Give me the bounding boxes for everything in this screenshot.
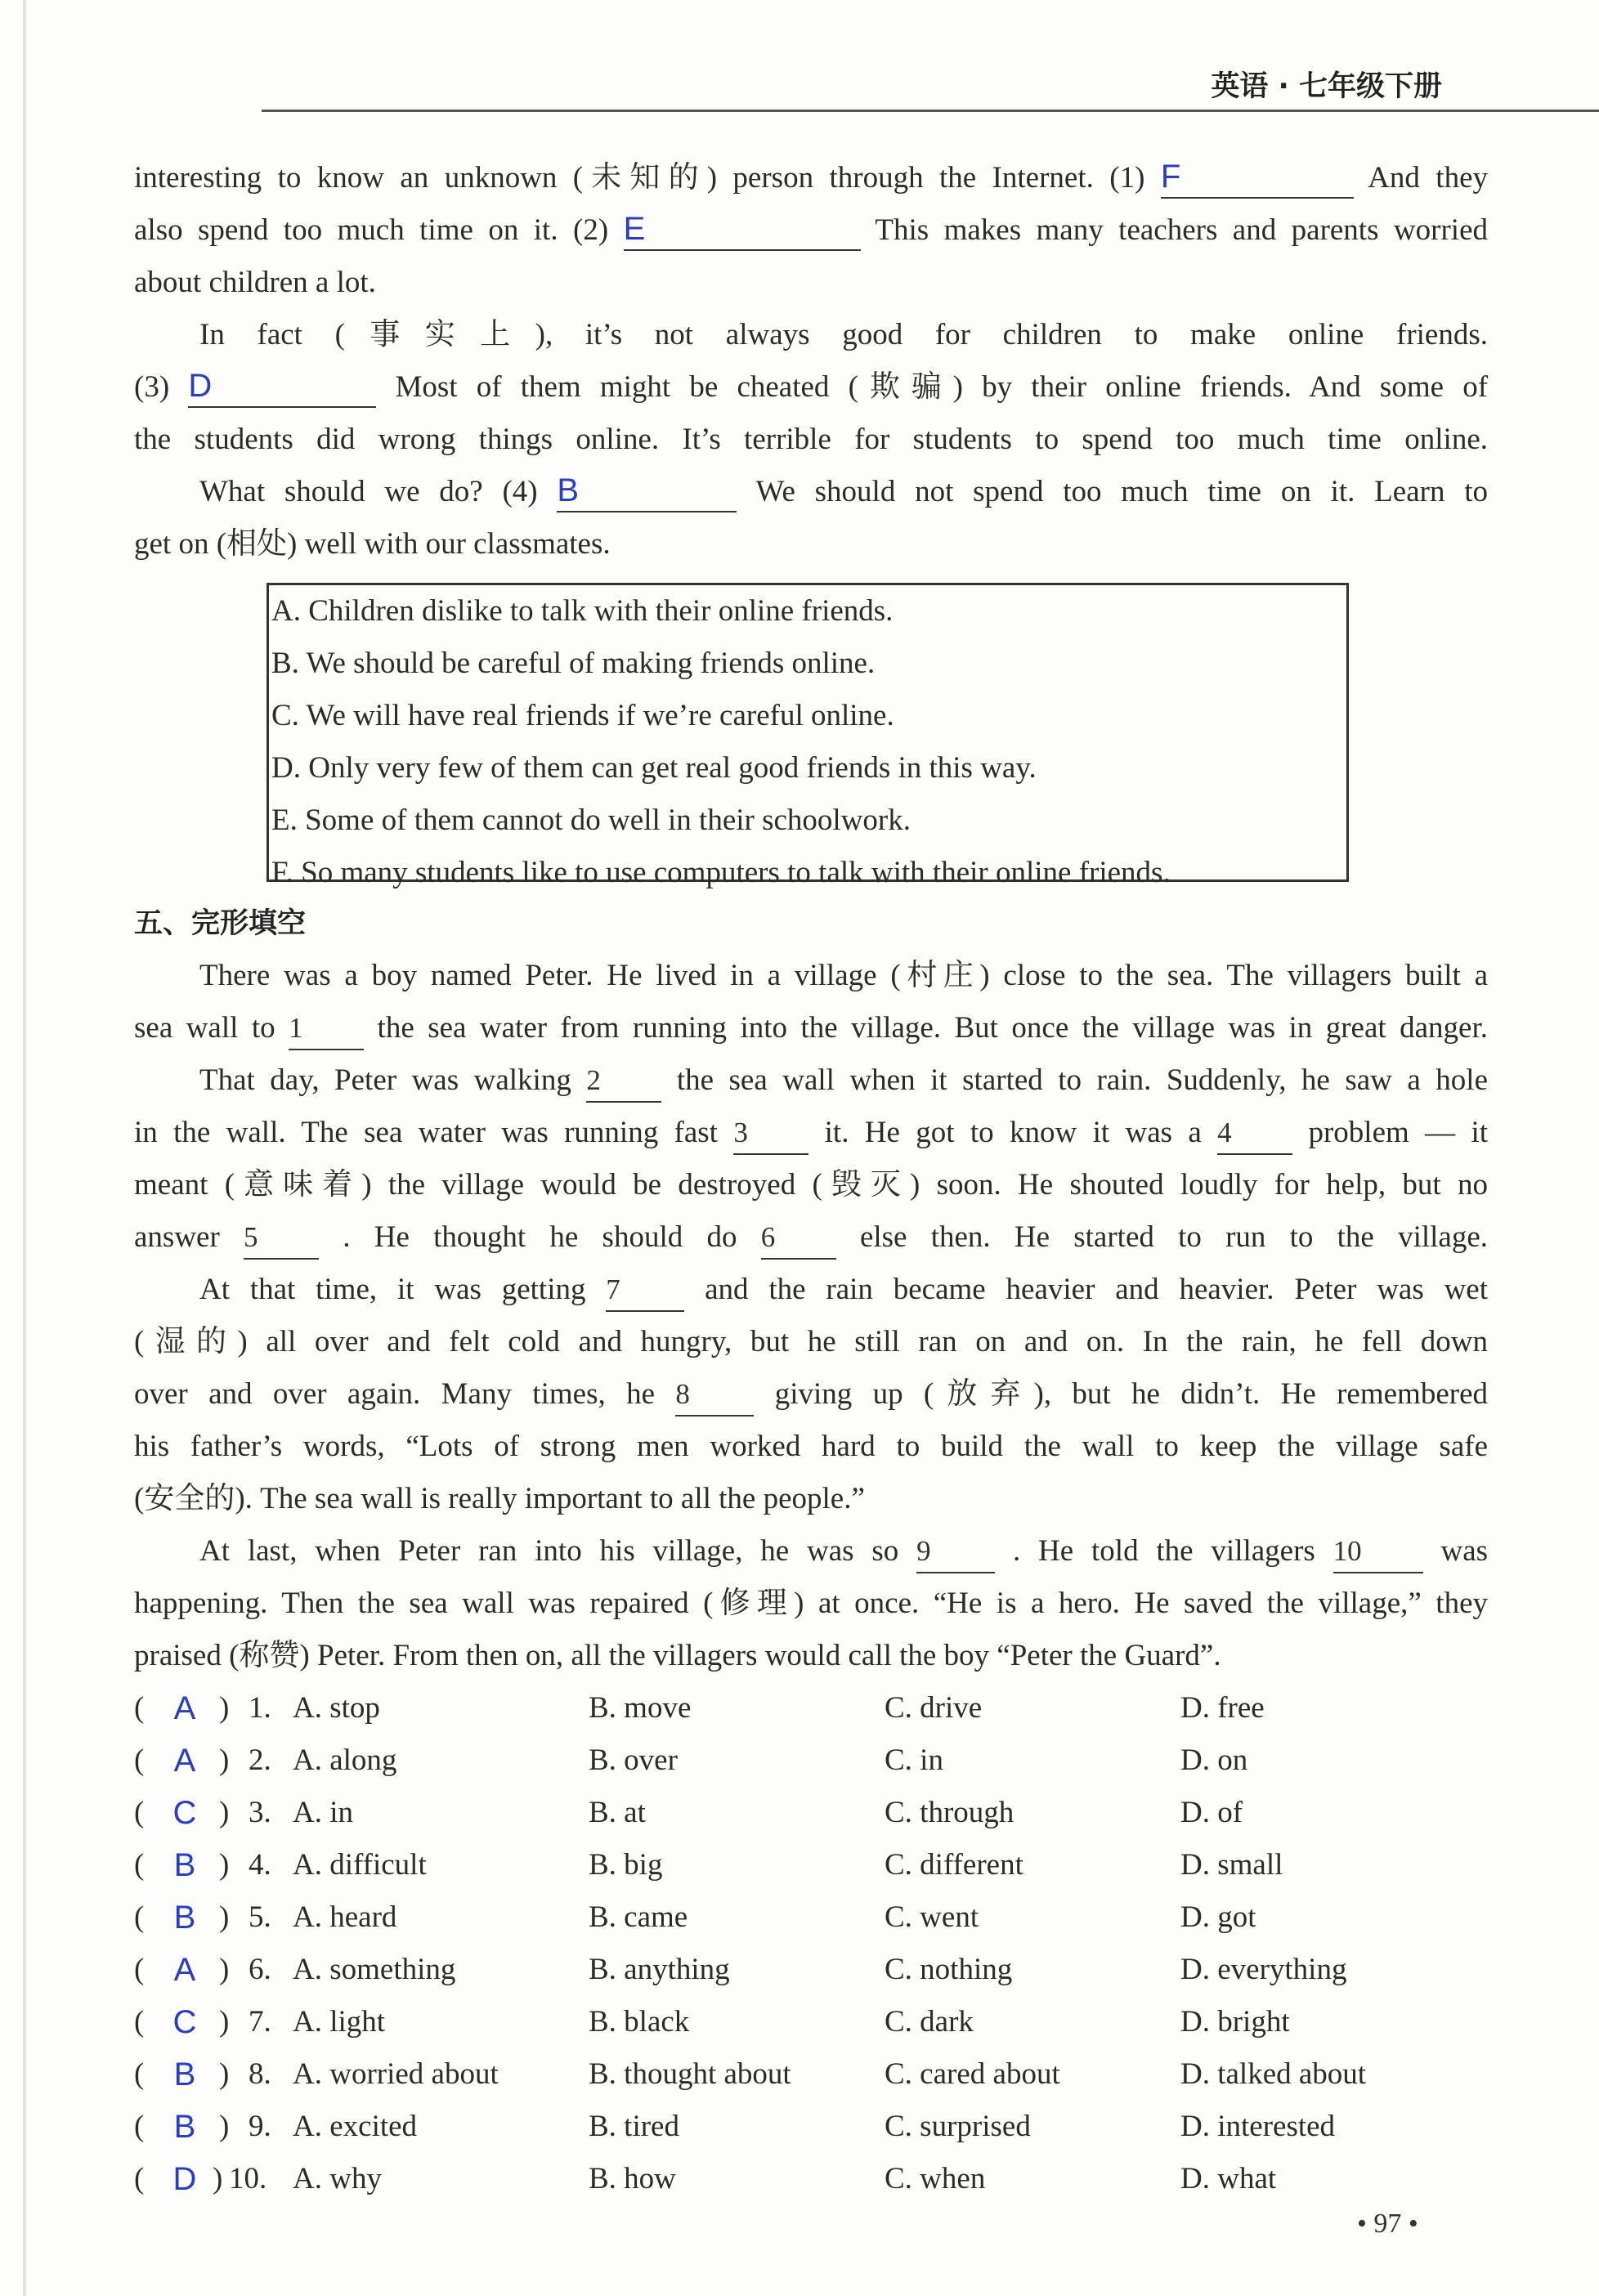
option-c: C. We will have real friends if we’re careful online.: [271, 699, 894, 732]
cloze-line: That day, Peter was walking 2 the sea wall when it started to rain. Suddenly, he saw a hole: [134, 1054, 1488, 1107]
answer-text: E: [623, 211, 646, 247]
choice-b: B. anything: [589, 1953, 730, 1986]
chosen-answer: B: [173, 1900, 196, 1936]
cloze-line: in the wall. The sea water was running fast 3 it. He got to know it was a 4 problem — it: [134, 1107, 1488, 1159]
passage-line: (3) D Most of them might be cheated (欺骗) by their online friends. And some of: [134, 361, 1488, 414]
question-row: ( A ) 6. A. something B. anything C. nothing D. everything: [134, 1944, 1524, 1996]
choice-a: A. difficult: [293, 1848, 427, 1882]
passage-line: about children a lot.: [134, 266, 376, 299]
cloze-passage: [134, 950, 1488, 1682]
choice-b: B. over: [589, 1743, 678, 1777]
choice-d: D. bright: [1180, 2005, 1290, 2039]
chosen-answer: C: [172, 2004, 197, 2040]
choice-c: C. cared about: [885, 2057, 1060, 2091]
chosen-answer: C: [172, 1795, 197, 1831]
option-b: B. We should be careful of making friends online.: [271, 647, 876, 680]
question-row: ( B ) 9. A. excited B. tired C. surprised D. interested: [134, 2101, 1524, 2153]
choice-c: C. went: [885, 1900, 979, 1934]
choice-a: A. along: [293, 1743, 397, 1777]
cloze-blank: 2: [586, 1062, 661, 1103]
choice-b: B. at: [589, 1796, 646, 1829]
question-number: 6.: [249, 1953, 271, 1986]
cloze-blank: 10: [1333, 1533, 1423, 1573]
choice-d: D. small: [1180, 1848, 1283, 1882]
choice-d: D. interested: [1180, 2110, 1336, 2143]
answer-text: F: [1160, 159, 1181, 195]
choice-b: B. big: [589, 1848, 663, 1882]
choice-d: D. what: [1180, 2162, 1277, 2195]
cloze-line: over and over again. Many times, he 8 giving up (放弃), but he didn’t. He remembered: [134, 1368, 1488, 1421]
question-row: ( B ) 8. A. worried about B. thought about C. cared about D. talked about: [134, 2048, 1524, 2101]
cloze-blank: 8: [675, 1376, 754, 1417]
cloze-line: At last, when Peter ran into his village, he was so 9 . He told the villagers 10 was: [134, 1525, 1488, 1578]
question-number: 5.: [249, 1900, 271, 1934]
chosen-answer: B: [173, 2057, 196, 2092]
cloze-blank: 6: [761, 1219, 836, 1260]
option-d: D. Only very few of them can get real good friends in this way.: [271, 751, 1037, 785]
choice-c: C. in: [885, 1743, 943, 1777]
choice-c: C. different: [885, 1848, 1023, 1882]
choice-a: A. excited: [293, 2110, 418, 2143]
choice-a: A. heard: [293, 1900, 397, 1934]
section-title: 五、完形填空: [134, 907, 307, 940]
question-row: ( C ) 7. A. light B. black C. dark D. bright: [134, 1996, 1524, 2048]
page-number: • 97 •: [1357, 2209, 1418, 2239]
choice-b: B. tired: [589, 2110, 679, 2143]
choice-c: C. surprised: [885, 2110, 1031, 2143]
chosen-answer: B: [173, 1847, 196, 1883]
option-e: E. Some of them cannot do well in their schoolwork.: [271, 803, 911, 837]
choice-a: A. in: [293, 1796, 353, 1829]
chosen-answer: D: [172, 2161, 197, 2197]
choice-a: A. stop: [293, 1691, 380, 1725]
question-row: ( D ) 10. A. why B. how C. when D. what: [134, 2153, 1524, 2205]
chosen-answer: A: [173, 1743, 196, 1779]
choice-b: B. move: [589, 1691, 692, 1725]
question-row: ( B ) 5. A. heard B. came C. went D. got: [134, 1891, 1524, 1944]
question-list: [134, 1682, 1524, 2205]
passage-line: the students did wrong things online. It’s terrible for students to spend too much time online.: [134, 423, 1488, 456]
options-box: [266, 583, 1349, 889]
choice-a: A. worried about: [293, 2057, 499, 2091]
choice-d: D. of: [1180, 1796, 1243, 1829]
choice-d: D. free: [1180, 1691, 1265, 1725]
question-number: 7.: [249, 2005, 271, 2039]
passage-reading: [134, 152, 1488, 571]
chosen-answer: A: [173, 1690, 196, 1726]
chosen-answer: A: [173, 1952, 196, 1988]
cloze-line: praised (称赞) Peter. From then on, all the villagers would call the boy “Peter the Guard”.: [134, 1639, 1221, 1672]
choice-c: C. drive: [885, 1691, 983, 1725]
cloze-blank: 1: [289, 1009, 364, 1050]
question-number: 2.: [249, 1743, 271, 1777]
answer-blank-3: [188, 367, 376, 408]
question-row: ( A ) 1. A. stop B. move C. drive D. free: [134, 1682, 1524, 1734]
answer-blank-1: [1161, 158, 1354, 199]
passage-line: also spend too much time on it. (2) E This makes many teachers and parents worried: [134, 204, 1488, 257]
cloze-line: There was a boy named Peter. He lived in a village (村庄) close to the sea. The villagers built a: [199, 959, 1488, 992]
choice-c: C. nothing: [885, 1953, 1013, 1986]
cloze-line: happening. Then the sea wall was repaired (修理) at once. “He is a hero. He saved the village,” they: [134, 1587, 1488, 1620]
cloze-blank: 5: [244, 1219, 319, 1260]
option-a: A. Children dislike to talk with their online friends.: [271, 594, 894, 628]
book-title: 英语 · 七年级下册: [1211, 70, 1442, 103]
choice-c: C. through: [885, 1796, 1014, 1829]
option-f: F. So many students like to use computers to talk with their online friends.: [271, 856, 1171, 889]
answer-blank-2: [624, 210, 861, 251]
question-number: 4.: [249, 1848, 271, 1882]
chosen-answer: B: [173, 2109, 196, 2145]
answer-text: B: [557, 472, 580, 508]
choice-c: C. when: [885, 2162, 986, 2195]
cloze-blank: 4: [1217, 1114, 1292, 1155]
answer-text: D: [188, 368, 213, 404]
cloze-line: sea wall to 1 the sea water from running into the village. But once the village was in great danger.: [134, 1002, 1488, 1054]
cloze-blank: 3: [733, 1114, 808, 1155]
cloze-blank: 9: [916, 1533, 995, 1573]
choice-b: B. black: [589, 2005, 690, 2039]
header-rule: [262, 110, 1599, 112]
cloze-line: answer 5 . He thought he should do 6 else then. He started to run to the village.: [134, 1211, 1488, 1264]
cloze-line: (湿的) all over and felt cold and hungry, but he still ran on and on. In the rain, he fell down: [134, 1325, 1488, 1358]
question-row: ( C ) 3. A. in B. at C. through D. of: [134, 1787, 1524, 1839]
passage-line: What should we do? (4) B We should not spend too much time on it. Learn to: [134, 466, 1488, 518]
question-number: 8.: [249, 2057, 271, 2091]
choice-b: B. how: [589, 2162, 676, 2195]
choice-a: A. something: [293, 1953, 456, 1986]
passage-line: get on (相处) well with our classmates.: [134, 527, 611, 561]
question-row: ( B ) 4. A. difficult B. big C. different D. small: [134, 1839, 1524, 1891]
question-number: 10.: [229, 2162, 267, 2195]
choice-b: B. thought about: [589, 2057, 791, 2091]
question-number: 9.: [249, 2110, 271, 2143]
choice-a: A. light: [293, 2005, 386, 2039]
page-edge: [23, 0, 26, 2296]
cloze-line: his father’s words, “Lots of strong men worked hard to build the wall to keep the village safe: [134, 1430, 1488, 1463]
cloze-line: meant (意味着) the village would be destroyed (毁灭) soon. He shouted loudly for help, but no: [134, 1168, 1488, 1202]
answer-blank-4: [557, 472, 737, 512]
passage-line: In fact (事实上), it’s not always good for children to make online friends.: [199, 318, 1488, 351]
choice-b: B. came: [589, 1900, 688, 1934]
choice-d: D. everything: [1180, 1953, 1347, 1986]
choice-d: D. on: [1180, 1743, 1248, 1777]
choice-d: D. got: [1180, 1900, 1256, 1934]
question-number: 3.: [249, 1796, 271, 1829]
cloze-line: (安全的). The sea wall is really important to all the people.”: [134, 1482, 865, 1515]
choice-c: C. dark: [885, 2005, 974, 2039]
cloze-line: At that time, it was getting 7 and the rain became heavier and heavier. Peter was wet: [134, 1264, 1488, 1316]
choice-d: D. talked about: [1180, 2057, 1367, 2091]
choice-a: A. why: [293, 2162, 382, 2195]
question-number: 1.: [249, 1691, 271, 1725]
cloze-blank: 7: [606, 1271, 684, 1312]
question-row: ( A ) 2. A. along B. over C. in D. on: [134, 1734, 1524, 1787]
passage-line: interesting to know an unknown (未知的) person through the Internet. (1) F And they: [134, 152, 1488, 204]
